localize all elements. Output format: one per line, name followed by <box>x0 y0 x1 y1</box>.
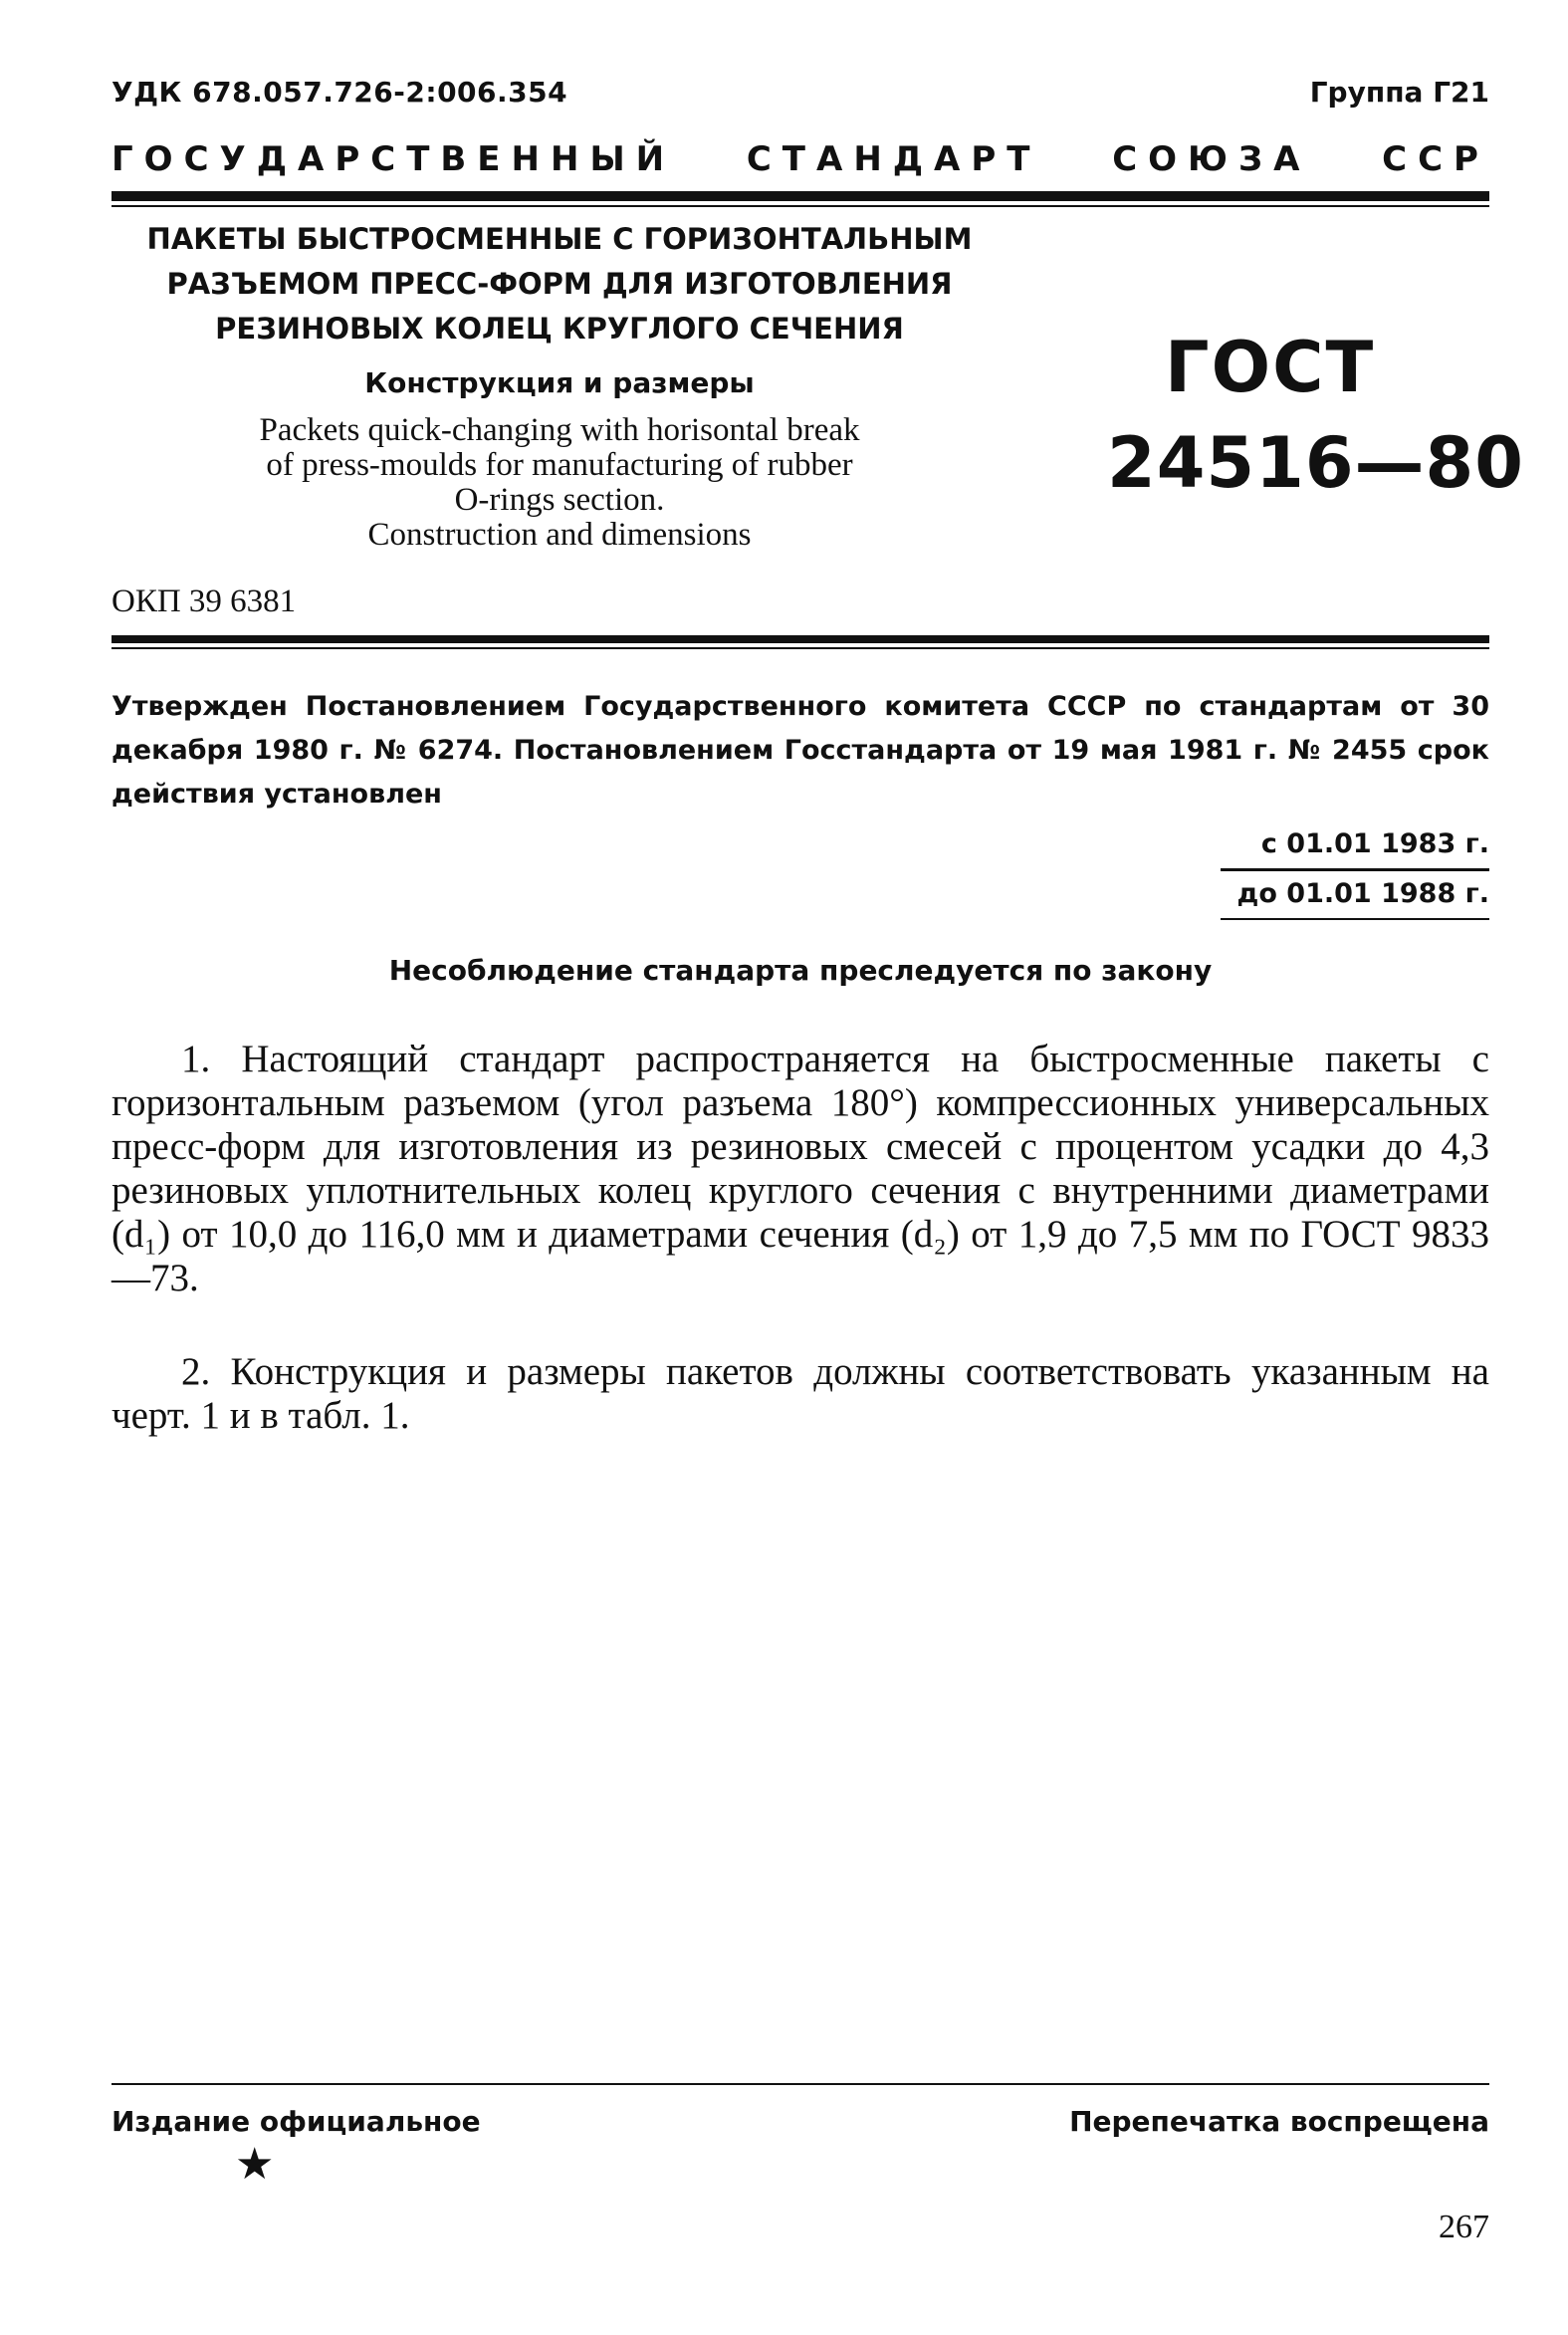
approval-text: Утвержден Постановлением Государственного комитета СССР по стандартам от 30 декабря 1980 г. № 6274. Постановлением Госстандарта от 19 мая 1981 г. № 2455 срок действия установлен <box>112 691 1489 810</box>
header-rule-thin <box>112 205 1489 207</box>
title-line: РЕЗИНОВЫХ КОЛЕЦ КРУГЛОГО СЕЧЕНИЯ <box>215 312 904 346</box>
date-separator-rule <box>1221 868 1489 871</box>
footer-rule <box>112 2083 1489 2085</box>
title-rule-thick <box>112 635 1489 643</box>
title-block <box>112 217 1008 553</box>
group-code: Группа Г21 <box>1309 76 1489 109</box>
subtitle: Конструкция и размеры <box>364 366 755 399</box>
star-icon: ★ <box>235 2139 275 2190</box>
state-standard-heading <box>112 139 1489 179</box>
state-standard-word: СТАНДАРТ <box>746 139 1041 179</box>
state-standard-word: СОЮЗА <box>1112 139 1311 179</box>
okp-code: ОКП 39 6381 <box>112 584 297 619</box>
effective-from-date: с 01.01 1983 г. <box>1260 828 1489 859</box>
page-number: 267 <box>1439 2209 1489 2245</box>
title-rule-thin <box>112 647 1489 649</box>
english-title-line: O-rings section. <box>454 482 665 518</box>
state-standard-word: ССР <box>1382 139 1489 179</box>
title-line: ПАКЕТЫ БЫСТРОСМЕННЫЕ С ГОРИЗОНТАЛЬНЫМ <box>146 222 973 256</box>
official-edition-label: Издание официальное <box>112 2105 481 2138</box>
english-title <box>112 413 1008 553</box>
english-title-line: Construction and dimensions <box>367 517 752 553</box>
udc-code: УДК 678.057.726-2:006.354 <box>112 76 568 109</box>
legal-warning: Несоблюдение стандарта преследуется по закону <box>388 954 1213 987</box>
gost-label: ГОСТ <box>1165 327 1376 408</box>
english-title-line: of press-moulds for manufacturing of rubber <box>266 447 853 483</box>
state-standard-word: ГОСУДАРСТВЕННЫЙ <box>112 139 676 179</box>
english-title-line: Packets quick-changing with horisontal break <box>259 412 860 448</box>
body-paragraph-1: 1. Настоящий стандарт распространяется на быстросменные пакеты с горизонтальным разъемом (угол разъема 180°) компрессионных универсальных пресс-форм для изготовления из резиновых смесей с процентом усадки до 4,3 резиновых уплотнительных колец круглого сечения с внутренними диаметрами (d₁) от 10,0 до 116,0 мм и диаметрами сечения (d₂) от 1,9 до 7,5 мм по ГОСТ 9833—73. <box>112 1038 1489 1299</box>
gost-number: 24516—80 <box>1107 422 1524 504</box>
title-line: РАЗЪЕМОМ ПРЕСС-ФОРМ ДЛЯ ИЗГОТОВЛЕНИЯ <box>166 267 953 301</box>
header-rule-thick <box>112 191 1489 201</box>
date-underline-rule <box>1221 918 1489 920</box>
reprint-prohibited-label: Перепечатка воспрещена <box>1069 2105 1489 2138</box>
body-paragraph-2: 2. Конструкция и размеры пакетов должны соответствовать указанным на черт. 1 и в табл. 1. <box>112 1350 1489 1437</box>
effective-to-date: до 01.01 1988 г. <box>1236 878 1489 909</box>
